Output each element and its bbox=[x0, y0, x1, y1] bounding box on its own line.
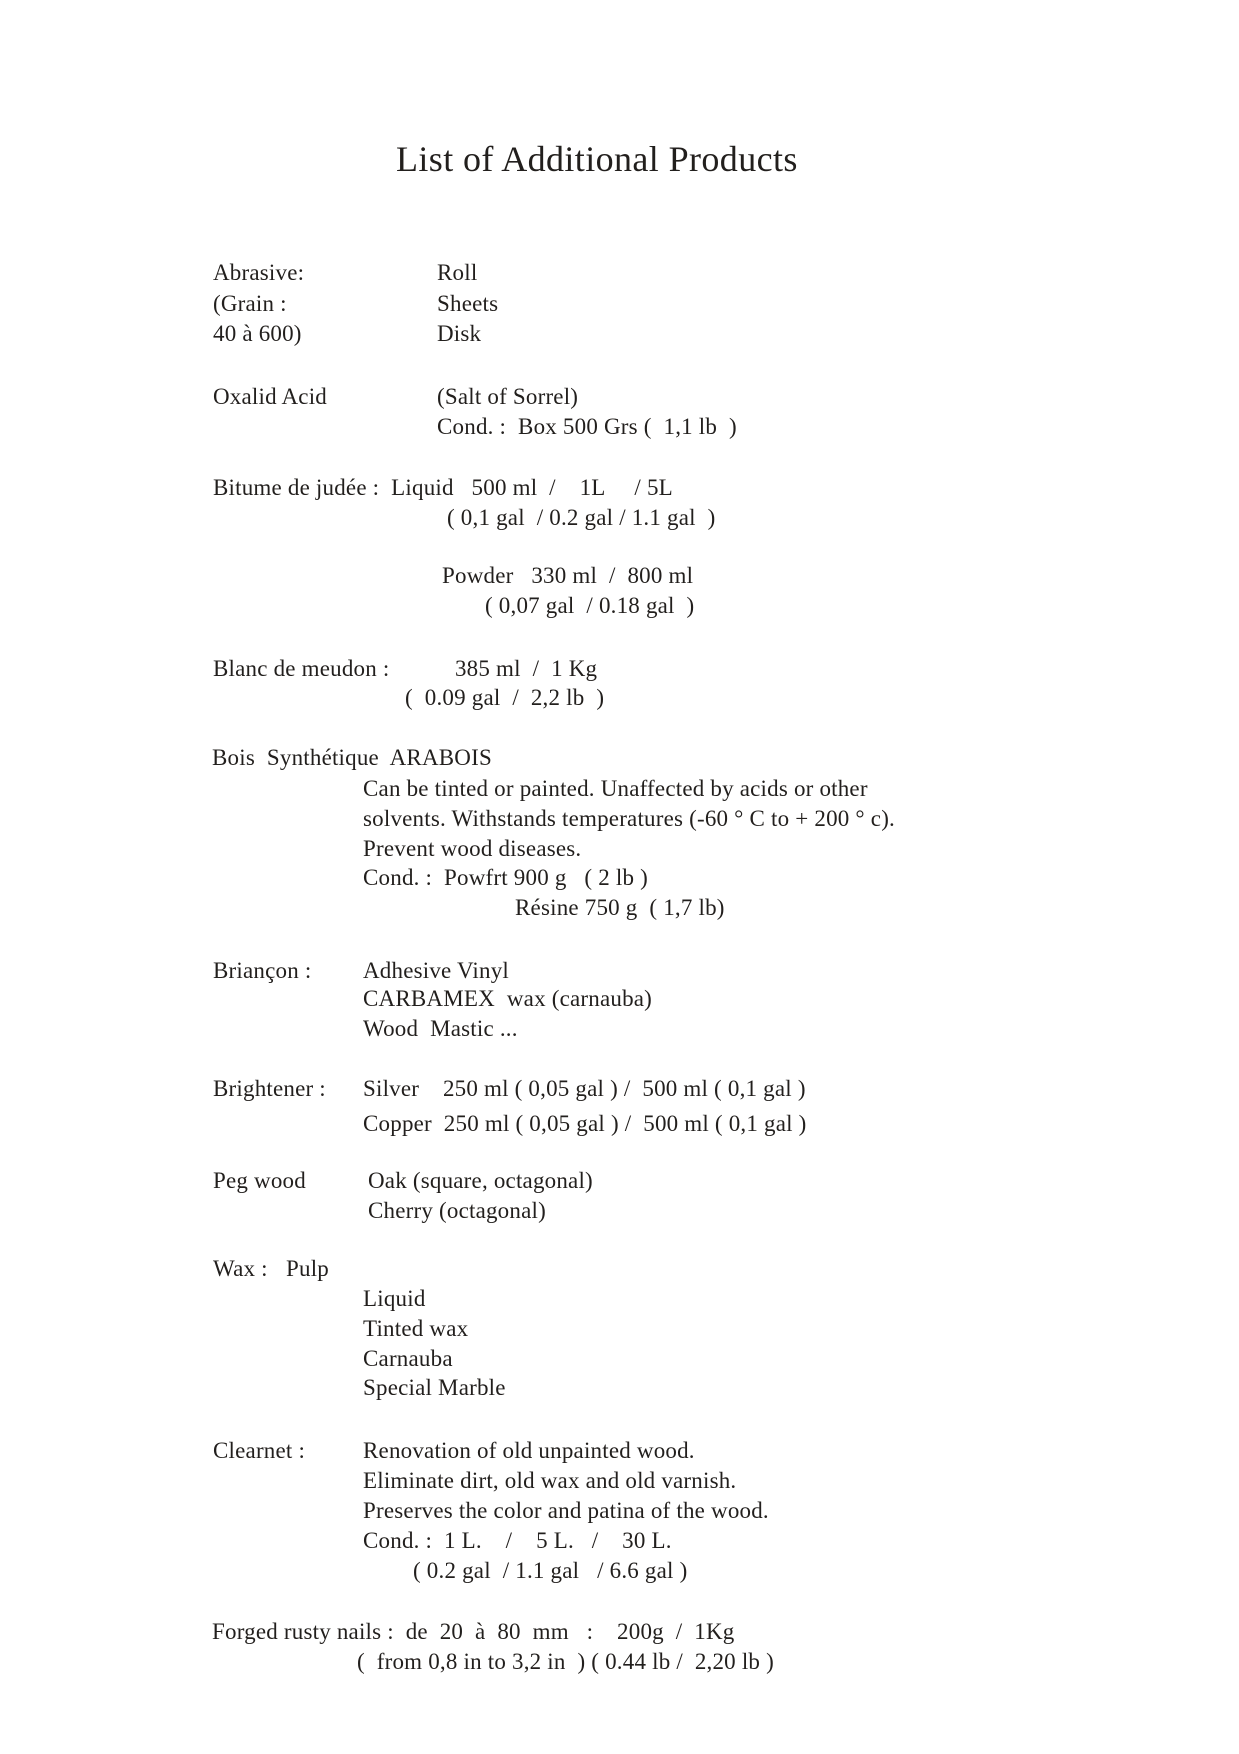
pegwood-item-oak: Oak (square, octagonal) bbox=[368, 1168, 593, 1193]
clearnet-desc-2: Eliminate dirt, old wax and old varnish. bbox=[363, 1468, 737, 1493]
clearnet-desc-3: Preserves the color and patina of the wood. bbox=[363, 1498, 769, 1523]
bitume-liquid-gal: ( 0,1 gal / 0.2 gal / 1.1 gal ) bbox=[447, 505, 716, 530]
nails-line-2: ( from 0,8 in to 3,2 in ) ( 0.44 lb / 2,20 lb ) bbox=[357, 1649, 774, 1674]
arabois-desc-2: solvents. Withstands temperatures (-60 ° C to + 200 ° c). bbox=[363, 806, 895, 831]
wax-item-tinted: Tinted wax bbox=[363, 1316, 469, 1341]
arabois-desc-1: Can be tinted or painted. Unaffected by acids or other bbox=[363, 776, 868, 801]
clearnet-cond: Cond. : 1 L. / 5 L. / 30 L. bbox=[363, 1528, 672, 1553]
wax-label: Wax : bbox=[213, 1256, 268, 1281]
bitume-powder-gal: ( 0,07 gal / 0.18 gal ) bbox=[485, 593, 695, 618]
briancon-label: Briançon : bbox=[213, 958, 312, 983]
brightener-silver: Silver 250 ml ( 0,05 gal ) / 500 ml ( 0,1 gal ) bbox=[363, 1076, 806, 1101]
oxalid-cond: Cond. : Box 500 Grs ( 1,1 lb ) bbox=[437, 414, 737, 439]
bitume-liquid-line: Bitume de judée : Liquid 500 ml / 1L / 5L bbox=[213, 475, 673, 500]
abrasive-form-disk: Disk bbox=[437, 321, 482, 346]
brightener-label: Brightener : bbox=[213, 1076, 326, 1101]
blanc-line: Blanc de meudon : 385 ml / 1 Kg bbox=[213, 656, 598, 681]
oxalid-label: Oxalid Acid bbox=[213, 384, 327, 409]
abrasive-grain-open: (Grain : bbox=[213, 291, 287, 316]
abrasive-form-sheets: Sheets bbox=[437, 291, 499, 316]
pegwood-label: Peg wood bbox=[213, 1168, 306, 1193]
pegwood-item-cherry: Cherry (octagonal) bbox=[368, 1198, 546, 1223]
abrasive-label: Abrasive: bbox=[213, 260, 305, 285]
wax-item-pulp: Pulp bbox=[286, 1256, 329, 1281]
oxalid-alias: (Salt of Sorrel) bbox=[437, 384, 579, 409]
arabois-heading: Bois Synthétique ARABOIS bbox=[212, 745, 492, 770]
clearnet-gal: ( 0.2 gal / 1.1 gal / 6.6 gal ) bbox=[413, 1558, 688, 1583]
clearnet-desc-1: Renovation of old unpainted wood. bbox=[363, 1438, 695, 1463]
nails-line-1: Forged rusty nails : de 20 à 80 mm : 200g / 1Kg bbox=[212, 1619, 735, 1644]
wax-item-carnauba: Carnauba bbox=[363, 1346, 453, 1371]
blanc-gal: ( 0.09 gal / 2,2 lb ) bbox=[405, 685, 605, 710]
arabois-desc-3: Prevent wood diseases. bbox=[363, 836, 582, 861]
briancon-item-mastic: Wood Mastic ... bbox=[363, 1016, 518, 1041]
page-title: List of Additional Products bbox=[396, 139, 798, 179]
wax-item-marble: Special Marble bbox=[363, 1375, 506, 1400]
briancon-item-vinyl: Adhesive Vinyl bbox=[363, 958, 510, 983]
abrasive-form-roll: Roll bbox=[437, 260, 478, 285]
brightener-copper: Copper 250 ml ( 0,05 gal ) / 500 ml ( 0,1 gal ) bbox=[363, 1111, 807, 1136]
clearnet-label: Clearnet : bbox=[213, 1438, 306, 1463]
arabois-resine: Résine 750 g ( 1,7 lb) bbox=[515, 895, 725, 920]
abrasive-grain-range: 40 à 600) bbox=[213, 321, 302, 346]
wax-item-liquid: Liquid bbox=[363, 1286, 426, 1311]
arabois-cond: Cond. : Powfrt 900 g ( 2 lb ) bbox=[363, 865, 648, 890]
bitume-powder-line: Powder 330 ml / 800 ml bbox=[442, 563, 694, 588]
briancon-item-carbamex: CARBAMEX wax (carnauba) bbox=[363, 986, 653, 1011]
